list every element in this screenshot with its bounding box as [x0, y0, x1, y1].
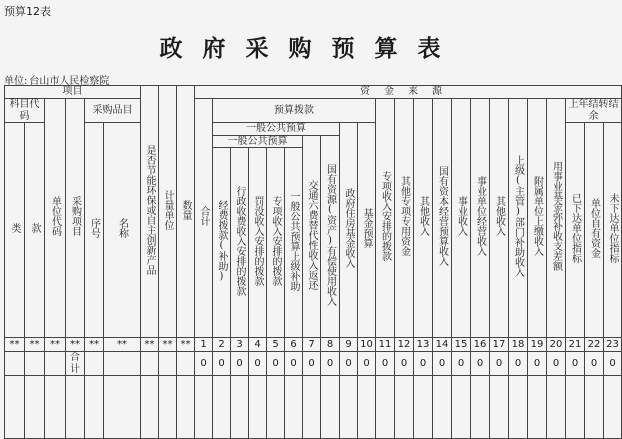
table-cell: [177, 352, 195, 376]
index-row: [5, 338, 622, 352]
header-c4: 罚没收入安排的拨款: [249, 148, 267, 338]
marker-cell: **: [5, 338, 25, 352]
total-value-cell: 0: [231, 352, 249, 376]
marker-cell: **: [66, 338, 85, 352]
header-total: 合计: [195, 99, 213, 338]
header-c8: 国有资源(资产)有偿使用收入: [321, 135, 340, 338]
total-value-cell: 0: [358, 352, 376, 376]
index-cell: 14: [433, 338, 452, 352]
header-c22: 单位自有资金: [585, 123, 604, 338]
header-procurement-project: 采购项目: [66, 99, 85, 338]
index-cell: 4: [249, 338, 267, 352]
header-seq-no: 序号: [85, 123, 104, 338]
index-cell: 8: [321, 338, 340, 352]
header-c21: 已下达单位指标: [566, 123, 585, 338]
table-cell: [141, 352, 159, 376]
index-cell: 1: [195, 338, 213, 352]
general-public-budget-header: 一般公共预算: [213, 135, 303, 148]
marker-cell: **: [177, 338, 195, 352]
index-cell: 18: [509, 338, 528, 352]
header-c17: 其他收入: [490, 99, 509, 338]
table-cell: [85, 352, 104, 376]
header-unit-code: 单位代码: [45, 99, 66, 338]
header-c19: 附属单位上缴收入: [528, 99, 547, 338]
index-cell: 16: [471, 338, 490, 352]
index-cell: 13: [414, 338, 433, 352]
total-row: [5, 352, 622, 376]
index-cell: 11: [376, 338, 395, 352]
header-quantity: 数量: [177, 86, 195, 338]
header-item: 款: [25, 123, 45, 338]
total-value-cell: 0: [285, 352, 303, 376]
header-measure-unit: 计量单位: [159, 86, 177, 338]
header-c5: 专项收入安排的拨款: [267, 148, 285, 338]
subject-code-header: 科目代码: [5, 99, 45, 123]
table-cell: [25, 352, 45, 376]
marker-cell: **: [141, 338, 159, 352]
header-c6: 一般公共预算上级补助: [285, 148, 303, 338]
header-c18: 上级(主管)部门补助收入: [509, 99, 528, 338]
index-cell: 12: [395, 338, 414, 352]
empty-row: [5, 376, 622, 439]
index-cell: 21: [566, 338, 585, 352]
index-cell: 6: [285, 338, 303, 352]
header-c11: 专项收入安排的拨款: [376, 99, 395, 338]
marker-cell: **: [104, 338, 141, 352]
header-eco-innovation: 是否节能环保或自主创新产品: [141, 86, 159, 338]
total-value-cell: 0: [433, 352, 452, 376]
marker-cell: **: [85, 338, 104, 352]
marker-cell: **: [159, 338, 177, 352]
header-category: 类: [5, 123, 25, 338]
total-value-cell: 0: [509, 352, 528, 376]
total-value-cell: 0: [340, 352, 358, 376]
header-c12: 其他专项专用资金: [395, 99, 414, 338]
index-cell: 17: [490, 338, 509, 352]
total-value-cell: 0: [566, 352, 585, 376]
index-cell: 10: [358, 338, 376, 352]
header-c10: 基金预算: [358, 123, 376, 338]
total-value-cell: 0: [604, 352, 622, 376]
index-cell: 22: [585, 338, 604, 352]
marker-cell: **: [45, 338, 66, 352]
table-code: 预算12表: [4, 5, 51, 18]
header-c9: 政府住房基金收入: [340, 123, 358, 338]
header-c13: 其他收入: [414, 99, 433, 338]
index-cell: 15: [452, 338, 471, 352]
total-value-cell: 0: [452, 352, 471, 376]
index-cell: 5: [267, 338, 285, 352]
total-value-cell: 0: [414, 352, 433, 376]
total-value-cell: 0: [321, 352, 340, 376]
header-c2: 经费拨款(补助): [213, 148, 231, 338]
header-c14: 国有资本经营预算收入: [433, 99, 452, 338]
total-value-cell: 0: [471, 352, 490, 376]
total-value-cell: 0: [585, 352, 604, 376]
total-value-cell: 0: [547, 352, 566, 376]
total-value-cell: 0: [528, 352, 547, 376]
page-title: 政府采购预算表: [159, 36, 461, 62]
header-c3: 行政收费收入安排的拨款: [231, 148, 249, 338]
project-header: 项目: [5, 86, 141, 99]
procurement-item-header: 采购品目: [85, 99, 141, 123]
index-cell: 19: [528, 338, 547, 352]
header-c15: 事业收入: [452, 99, 471, 338]
marker-cell: **: [25, 338, 45, 352]
total-value-cell: 0: [395, 352, 414, 376]
index-cell: 23: [604, 338, 622, 352]
header-c16: 事业单位经营收入: [471, 99, 490, 338]
table-cell: [159, 352, 177, 376]
total-value-cell: 0: [376, 352, 395, 376]
budget-allocation-header: 预算拨款: [213, 99, 376, 123]
table-cell: [45, 352, 66, 376]
index-cell: 3: [231, 338, 249, 352]
total-value-cell: 0: [303, 352, 321, 376]
index-cell: 9: [340, 338, 358, 352]
total-value-cell: 0: [490, 352, 509, 376]
total-value-cell: 0: [195, 352, 213, 376]
header-item-name: 名称: [104, 123, 141, 338]
general-public-budget-group: 一般公共预算: [213, 123, 340, 136]
table-cell: [5, 352, 25, 376]
total-value-cell: 0: [267, 352, 285, 376]
carryover-header: 上年结转结余: [566, 99, 622, 123]
total-row-label: 合计: [66, 352, 85, 376]
index-cell: 7: [303, 338, 321, 352]
total-value-cell: 0: [213, 352, 231, 376]
index-cell: 2: [213, 338, 231, 352]
total-value-cell: 0: [249, 352, 267, 376]
header-c7: 交通六费替代性收入返还: [303, 135, 321, 338]
header-c23: 未下达单位指标: [604, 123, 622, 338]
header-c20: 用事业基金弥补收支差额: [547, 99, 566, 338]
unit-label: 单位:: [4, 76, 28, 87]
unit-name: 台山市人民检察院: [29, 76, 110, 87]
procurement-budget-table: [4, 85, 622, 439]
funding-source-header: 资金来源: [195, 86, 622, 99]
index-cell: 20: [547, 338, 566, 352]
table-cell: [104, 352, 141, 376]
